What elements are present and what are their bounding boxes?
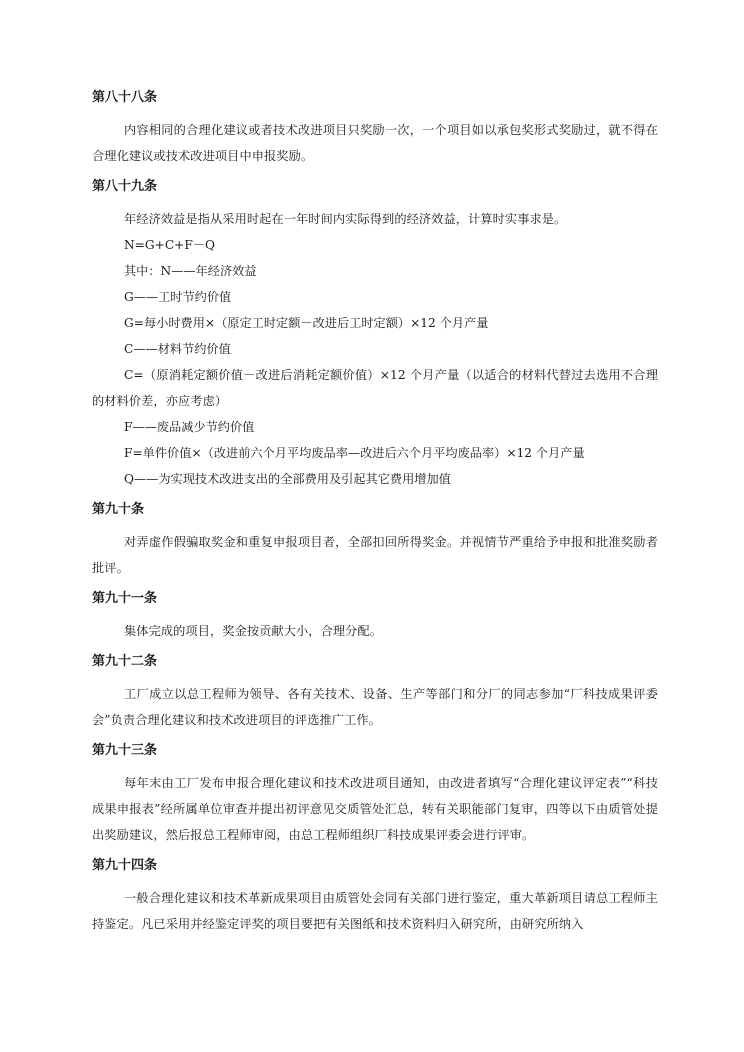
- article-89: [92, 177, 658, 500]
- article-heading: 第九十二条: [92, 654, 158, 669]
- article-heading: 第八十九条: [92, 179, 158, 194]
- article-heading: 第九十四条: [92, 858, 158, 873]
- article-paragraph: 年经济效益是指从采用时起在一年时间内实际得到的经济效益，计算时实事求是。: [124, 212, 567, 226]
- article-paragraph: 内容相同的合理化建议或者技术改进项目只奖励一次，一个项目如以承包奖形式奖励过，就不得在合理化建议或技术改进项目中申报奖励。: [92, 123, 658, 163]
- article-90: [92, 500, 658, 589]
- article-94: [92, 856, 658, 937]
- article-paragraph: 工厂成立以总工程师为领导、各有关技术、设备、生产等部门和分厂的同志参加“厂科技成果评委会”负责合理化建议和技术改进项目的评选推广工作。: [92, 687, 658, 727]
- article-93: [92, 741, 658, 856]
- article-91: [92, 589, 658, 652]
- formula-line: N=G+C+F－Q: [124, 238, 215, 252]
- document-body: [92, 88, 658, 937]
- article-paragraph: 对弄虚作假骗取奖金和重复申报项目者，全部扣回所得奖金。并视情节严重给予申报和批准奖励者批评。: [92, 535, 658, 575]
- formula-line: F——废品减少节约价值: [124, 420, 255, 434]
- formula-line: F=单件价值×（改进前六个月平均废品率—改进后六个月平均废品率）×12 个月产量: [124, 446, 585, 460]
- article-heading: 第九十条: [92, 502, 145, 517]
- formula-line: 其中：N——年经济效益: [124, 264, 257, 278]
- article-88: [92, 88, 658, 177]
- formula-line: C=（原消耗定额价值－改进后消耗定额价值）×12 个月产量（以适合的材料代替过去选用不合理的材料价差，亦应考虑）: [92, 368, 658, 408]
- article-heading: 第九十三条: [92, 743, 158, 758]
- article-heading: 第九十一条: [92, 591, 158, 606]
- article-92: [92, 652, 658, 741]
- formula-line: C——材料节约价值: [124, 342, 231, 356]
- article-paragraph: 一般合理化建议和技术革新成果项目由质管处会同有关部门进行鉴定，重大革新项目请总工程师主持鉴定。凡已采用并经鉴定评奖的项目要把有关图纸和技术资料归入研究所，由研究所纳入: [92, 891, 658, 931]
- formula-line: Q——为实现技术改进支出的全部费用及引起其它费用增加值: [124, 472, 451, 486]
- formula-line: G——工时节约价值: [124, 290, 232, 304]
- article-paragraph: 集体完成的项目，奖金按贡献大小，合理分配。: [124, 624, 383, 638]
- formula-line: G=每小时费用×（原定工时定额－改进后工时定额）×12 个月产量: [124, 316, 489, 330]
- article-heading: 第八十八条: [92, 90, 158, 105]
- article-paragraph: 每年末由工厂发布申报合理化建议和技术改进项目通知，由改进者填写“合理化建议评定表”“科技成果申报表”经所属单位审查并提出初评意见交质管处汇总，转有关职能部门复审，四等以下由质管处提出奖励建议，然后报总工程师审阅，由总工程师组织厂科技成果评委会进行评审。: [92, 776, 658, 842]
